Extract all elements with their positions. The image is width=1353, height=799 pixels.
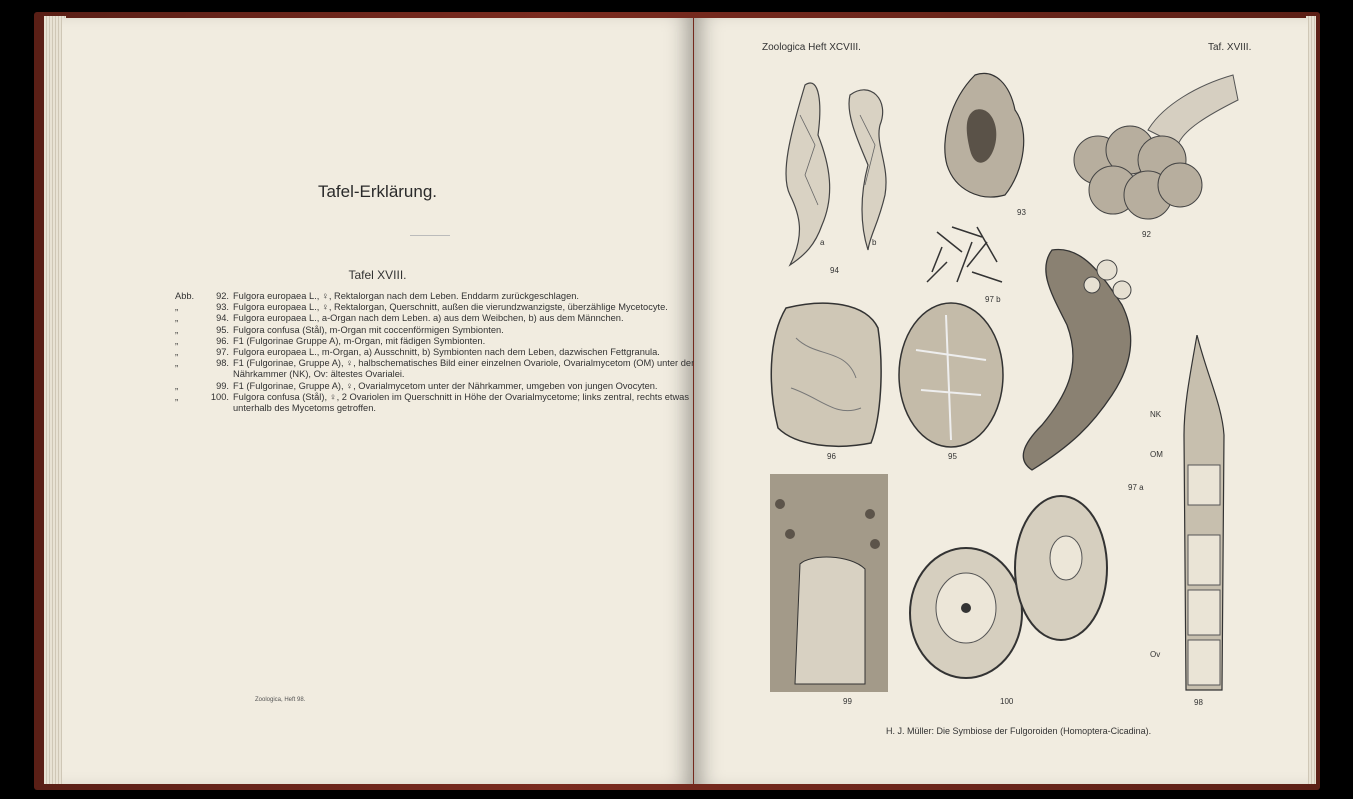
legend-entry-text: Fulgora europaea L., m-Organ, a) Ausschnitt, b) Symbionten nach dem Leben, dazwischen Fettgranula. (233, 347, 660, 358)
figure-98-illustration (1172, 335, 1242, 697)
figure-100-illustration (906, 488, 1111, 688)
label-96: 96 (827, 452, 836, 461)
plate-caption: H. J. Müller: Die Symbiose der Fulgoroiden (Homoptera-Cicadina). (886, 726, 1152, 736)
legend-entry (175, 325, 715, 336)
legend-entry (175, 347, 715, 358)
legend-entry-number: 95. (216, 324, 229, 335)
figure-93-illustration (935, 70, 1035, 205)
title-divider (410, 235, 450, 236)
label-ov: Ov (1150, 650, 1161, 659)
figure-92-illustration (1068, 70, 1243, 230)
legend-entry-number: 99. (216, 380, 229, 391)
figure-97a-illustration (1012, 245, 1147, 480)
legend-entry (175, 302, 715, 313)
page-title: Tafel-Erklärung. (317, 182, 438, 201)
page-footer: Zoologica, Heft 98. (255, 697, 306, 703)
legend-entry-text: Fulgora europaea L., ♀, Rektalorgan nach dem Leben. Enddarm zurückgeschlagen. (233, 291, 580, 301)
label-94b: b (872, 238, 877, 247)
plate-subtitle: Tafel XVIII. (348, 268, 407, 282)
label-98: 98 (1194, 698, 1203, 707)
legend-entry-number: 98. (216, 358, 229, 369)
legend-entry-marker: „ (175, 335, 179, 346)
label-93: 93 (1017, 208, 1026, 217)
label-99: 99 (843, 697, 852, 706)
legend-entry-marker: „ (175, 391, 179, 402)
legend-entry-marker: „ (175, 380, 179, 391)
legend-entry-marker: „ (175, 358, 179, 369)
figure-94-illustration (760, 75, 905, 270)
legend-entry-number: 94. (216, 313, 229, 324)
legend-entry-number: 97. (216, 347, 229, 358)
figure-legend-list (175, 291, 715, 414)
legend-entry-number: 96. (216, 335, 229, 346)
label-94: 94 (830, 266, 839, 275)
label-92: 92 (1142, 230, 1151, 239)
legend-entry-marker: „ (175, 313, 179, 324)
legend-entry-text: Fulgora confusa (Stål), m-Organ mit coccenförmigen Symbionten. (233, 324, 504, 335)
label-94a: a (820, 238, 825, 247)
label-95: 95 (948, 452, 957, 461)
legend-entry (175, 313, 715, 324)
figure-99-illustration (770, 474, 888, 692)
label-97a: 97 a (1128, 483, 1144, 492)
legend-entry (175, 358, 715, 380)
legend-entry-marker: „ (175, 347, 179, 358)
legend-entry (175, 392, 715, 414)
label-nk: NK (1150, 410, 1162, 419)
label-om: OM (1150, 450, 1163, 459)
legend-entry-marker: „ (175, 324, 179, 335)
legend-entry-text: Fulgora confusa (Stål), ♀, 2 Ovariolen im Querschnitt in Höhe der Ovarialmycetome; links zentral, rechts etwas unterhalb des Mycetoms getroffen. (233, 391, 689, 414)
legend-entry-text: Fulgora europaea L., a-Organ nach dem Leben. a) aus dem Weibchen, b) aus dem Männchen. (233, 313, 624, 324)
legend-entry-text: F1 (Fulgorinae, Gruppe A), ♀, Ovarialmycetom unter der Nährkammer, umgeben von jungen Ovocyten. (233, 380, 658, 391)
legend-entry-number: 100. (210, 391, 229, 402)
legend-entry-marker: Abb. (175, 291, 195, 301)
figure-97b-illustration (917, 212, 1009, 297)
legend-entry-text: F1 (Fulgorinae Gruppe A), m-Organ, mit fädigen Symbionten. (233, 335, 486, 346)
legend-entry-number: 92. (216, 291, 229, 301)
legend-entry-text: F1 (Fulgorinae, Gruppe A), ♀, halbschematisches Bild einer einzelnen Ovariole, Ovarialmycetom (OM) unter der Nährkammer (NK), Ov: ältestes Ovarialei. (233, 358, 695, 380)
legend-entry-text: Fulgora europaea L., ♀, Rektalorgan, Querschnitt, außen die vierundzwanzigste, überzählige Mycetocyte. (233, 302, 668, 313)
label-97b: 97 b (985, 295, 1001, 304)
legend-entry-marker: „ (175, 302, 179, 313)
running-header-right: Taf. XVIII. (1208, 42, 1252, 53)
figure-96-illustration (766, 298, 886, 450)
legend-entry (175, 381, 715, 392)
label-100: 100 (1000, 697, 1014, 706)
figure-95-illustration (896, 300, 1006, 450)
legend-entry (175, 336, 715, 347)
running-header-left: Zoologica Heft XCVIII. (762, 42, 861, 53)
legend-entry (175, 291, 715, 302)
legend-entry-number: 93. (216, 302, 229, 313)
left-page (62, 18, 693, 784)
